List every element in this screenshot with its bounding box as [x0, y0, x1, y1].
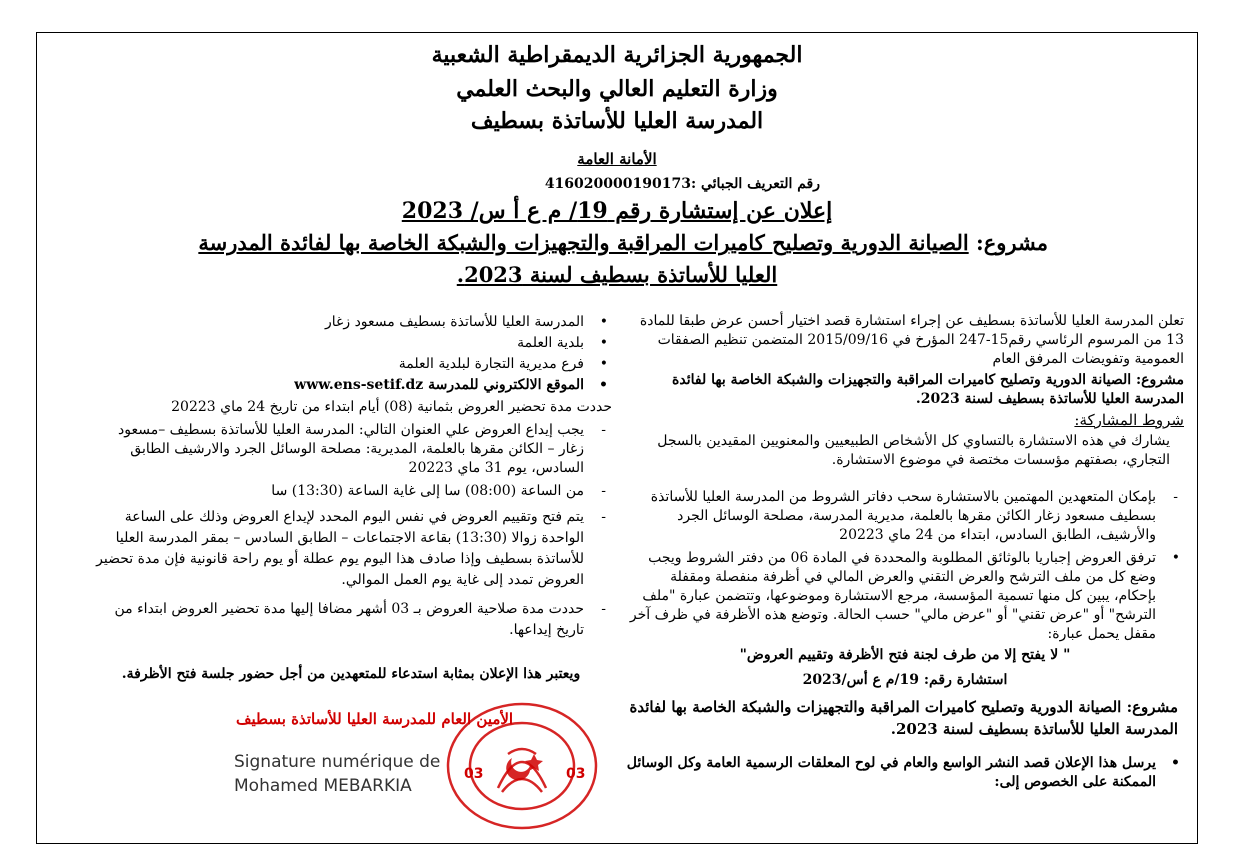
- secretary-general-stamp: الأمين العام للمدرسة العليا للأساتذة بسطيف: [236, 710, 514, 728]
- dash-item-opening: - يتم فتح وتقييم العروض في نفس اليوم المحدد لإيداع العروض وذلك على الساعة الواحدة زوالا (13:30) بقاعة الاجتماعات – الطابق السادس – بمقر المدرسة العليا للأساتذة بسطيف وإذا صادف هذا اليوم يوم عطلة أو يوم راحة قانونية فإن مدة تحضير العروض تمدد إلى غاية يوم العمل الموالي.: [96, 509, 606, 588]
- digital-signature-line2: Mohamed MEBARKIA: [234, 776, 412, 796]
- duration-paragraph: حددت مدة تحضير العروض بثمانية (08) أيام ابتداء من تاريخ 24 ماي 20223: [171, 399, 612, 415]
- dash-item-deposit: - يجب إيداع العروض علي العنوان التالي: المدرسة العليا للأساتذة بسطيف –مسعود زغار – الكائن مقرها بالعلمة، المديرية: مصلحة الوسائل الجرد والارشيف الطابق السادس، يوم 31 ماي 20223: [118, 422, 606, 476]
- list-item: • المدرسة العليا للأساتذة بسطيف مسعود زغار: [325, 314, 608, 330]
- tax-id: رقم التعريف الجبائي :416020000190173: [544, 176, 820, 192]
- dash-item-validity: - حددت مدة صلاحية العروض بـ 03 أشهر مضافا إليها مدة تحضير العروض ابتداء من تاريخ إيداعها.: [114, 601, 606, 638]
- bullet-item-publication: • يرسل هذا الإعلان قصد النشر الواسع والعام في لوح المعلقات الرسمية العامة وكل الوسائل الممكنة على الخصوص إلى:: [626, 755, 1180, 790]
- project-title-text1: الصيانة الدورية وتصليح كاميرات المراقبة والتجهيزات والشبكة الخاصة بها لفائدة المدرسة: [198, 230, 969, 255]
- project-bold-paragraph: مشروع: الصيانة الدورية وتصليح كاميرات المراقبة والتجهيزات والشبكة الخاصة بها لفائدة المدرسة العليا للأساتذة بسطيف لسنة 2023.: [672, 372, 1184, 407]
- conditions-text: يشارك في هذه الاستشارة بالتساوي كل الأشخاص الطبيعيين والمعنويين المقيدين بالسجل التجاري، بصفتهم مؤسسات مختصة في موضوع الاستشارة.: [657, 433, 1170, 468]
- school-title: المدرسة العليا للأساتذة بسطيف: [470, 108, 764, 134]
- dash-item-hours: - من الساعة (08:00) سا إلى غاية الساعة (13:30) سا: [271, 483, 606, 499]
- republic-title: الجمهورية الجزائرية الديمقراطية الشعبية: [431, 42, 803, 68]
- seal-number-right: 03: [566, 766, 586, 782]
- envelope-quote: " لا يفتح إلا من طرف لجنة فتح الأظرفة وتقييم العروض": [739, 647, 1071, 663]
- list-item: • فرع مديرية التجارة لبلدية العلمة: [398, 356, 608, 372]
- seal-number-left: 03: [464, 766, 484, 782]
- conditions-title: شروط المشاركة:: [1074, 411, 1184, 429]
- consultation-number: استشارة رقم: 19/م ع أس/2023: [802, 672, 1008, 688]
- project-title-line1: [198, 230, 1048, 255]
- announcement-title: إعلان عن إستشارة رقم 19/ م ع أ س/ 2023: [401, 198, 833, 224]
- digital-signature-line1: Signature numérique de: [234, 752, 441, 772]
- official-seal-icon: [442, 696, 602, 836]
- list-item-website: • الموقع الالكتروني للمدرسة www.ens-setif.dz: [294, 377, 608, 393]
- bullet-item-documents: • ترفق العروض إجباريا بالوثائق المطلوبة والمحددة في المادة 06 من دفتر الشروط ويجب وضع كل من ملف الترشح والعرض التقني والعرض المالي في أظرفة منفصلة ومقفلة بإحكام، يبين كل منها تسمية المؤسسة، مرجع الاستشارة وموضوعها، وتتضمن عبارة "ملف الترشح" أو "عرض تقني" أو "عرض مالي" حسب الحالة. وتوضع هذه الأظرفة في ظرف آخر مقفل يحمل عبارة:: [629, 550, 1180, 642]
- secretariat-label: الأمانة العامة: [577, 150, 657, 168]
- project-bottom: مشروع: الصيانة الدورية وتصليح كاميرات المراقبة والتجهيزات والشبكة الخاصة بها لفائدة المدرسة العليا للأساتذة بسطيف لسنة 2023.: [629, 698, 1178, 738]
- right-column: [626, 312, 1184, 792]
- left-column: [90, 312, 612, 684]
- project-title-line2: العليا للأساتذة بسطيف لسنة 2023.: [456, 262, 778, 287]
- project-label: مشروع:: [976, 230, 1048, 255]
- ministry-title: وزارة التعليم العالي والبحث العلمي: [456, 76, 778, 102]
- dash-item-tender-docs: - بإمكان المتعهدين المهتمين بالاستشارة سحب دفاتر الشروط من المدرسة العليا للأساتذة بسطيف مسعود زغار الكائن مقرها بالعلمة، مديرية المدرسة، مصلحة الوسائل الجرد والأرشيف، الطابق السادس، ابتداء من 24 ماي 20223: [650, 489, 1178, 543]
- closing-statement: ويعتبر هذا الإعلان بمثابة استدعاء للمتعهدين من أجل حضور جلسة فتح الأظرفة.: [121, 666, 581, 682]
- list-item: • بلدية العلمة: [517, 335, 608, 351]
- intro-paragraph: تعلن المدرسة العليا للأساتذة بسطيف عن إجراء استشارة قصد اختيار أحسن عرض طبقا للمادة 13 من المرسوم الرئاسي رقم15-247 المؤرخ في 2015/09/16 المتضمن تنظيم الصفقات العمومية وتفويضات المرفق العام: [639, 313, 1184, 367]
